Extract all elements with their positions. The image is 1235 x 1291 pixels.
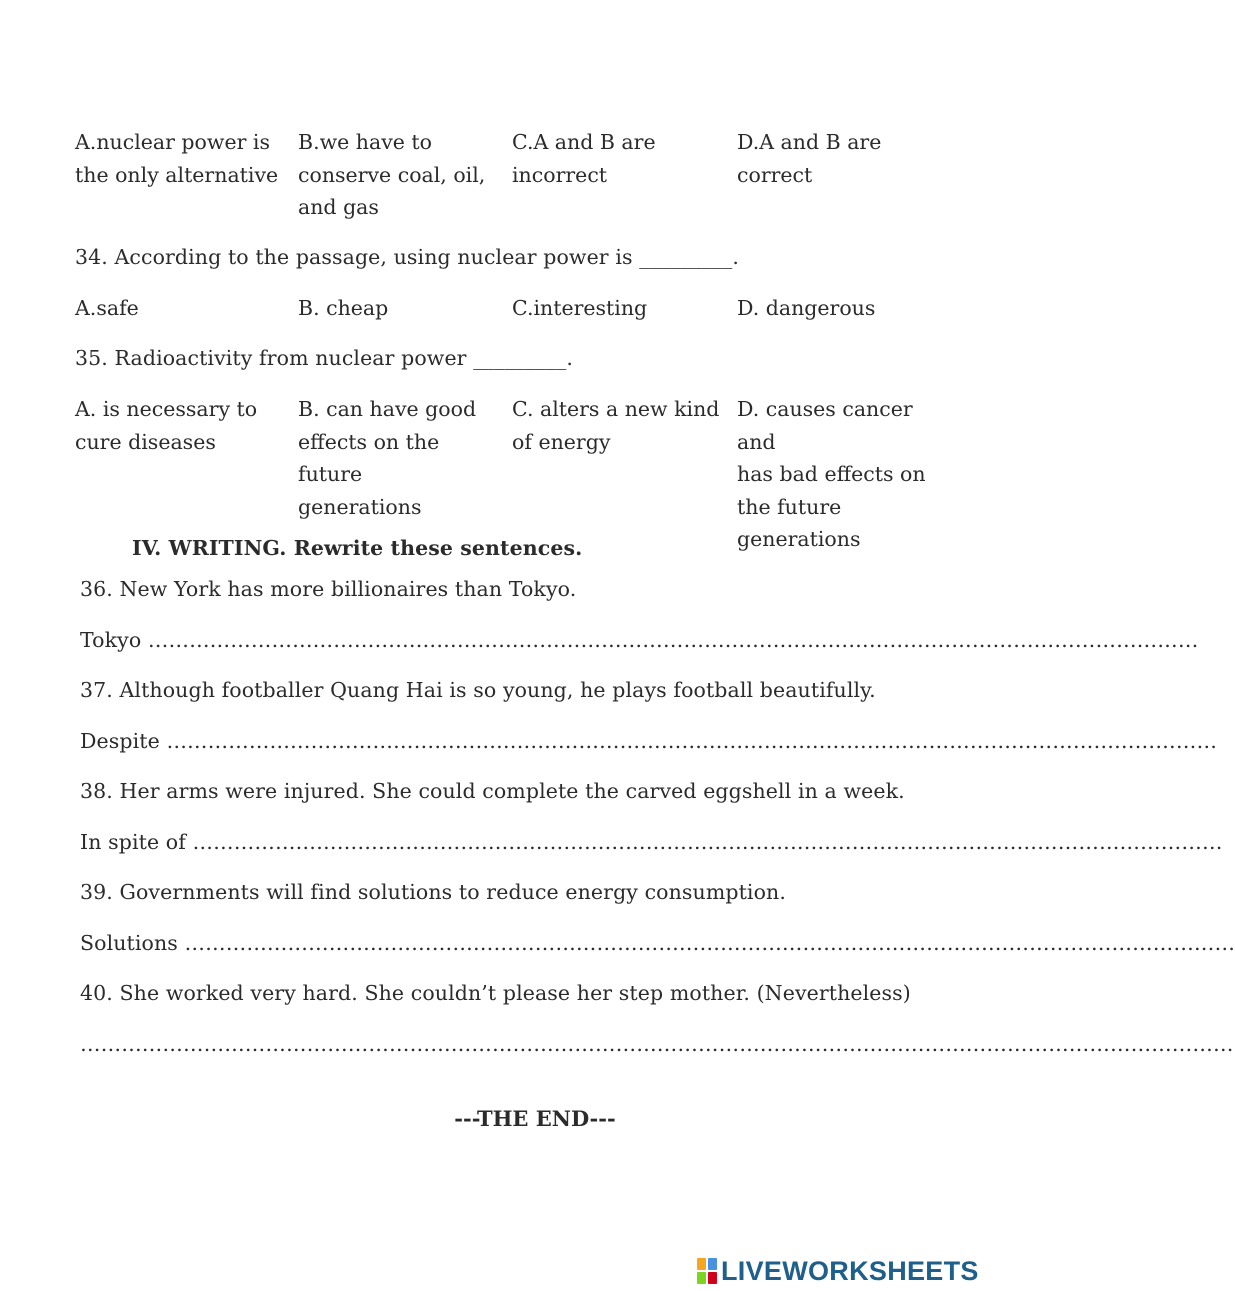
q38-answer-line[interactable]: In spite of …………………………………………………………………………………………………………………………………… [80, 830, 1223, 854]
q35-option-a: A. is necessary to cure diseases [75, 397, 258, 454]
q40-answer-line[interactable]: …………………………………………………………………………………………………………………………………………………… [80, 1032, 1234, 1056]
q37-question: 37. Although footballer Quang Hai is so young, he plays football beautifully. [80, 678, 876, 702]
q35-option-b: B. can have good effects on the future generations [298, 397, 477, 519]
q37-answer-line[interactable]: Despite ……………………………………………………………………………………………………………………………………… [80, 729, 1218, 753]
q40-question: 40. She worked very hard. She couldn’t please her step mother. (Nevertheless) [80, 981, 911, 1005]
q34-question: 34. According to the passage, using nuclear power is _________. [75, 245, 739, 269]
q35-option-c: C. alters a new kind of energy [512, 397, 720, 454]
q34-option-b: B. cheap [298, 296, 389, 320]
q34-option-c: C.interesting [512, 296, 648, 320]
q34-option-d: D. dangerous [737, 296, 876, 320]
the-end-marker: ---THE END--- [454, 1106, 616, 1131]
liveworksheets-wordmark: LIVEWORKSHEETS [721, 1255, 979, 1286]
q38-question: 38. Her arms were injured. She could complete the carved eggshell in a week. [80, 779, 905, 803]
q36-question: 36. New York has more billionaires than Tokyo. [80, 577, 577, 601]
q39-answer-line[interactable]: Solutions ……………………………………………………………………………………………………………………………………… [80, 931, 1235, 955]
q35-option-d: D. causes cancer and has bad effects on the future generations [737, 397, 926, 551]
q33-option-b: B.we have to conserve coal, oil, and gas [298, 130, 486, 219]
q39-question: 39. Governments will find solutions to reduce energy consumption. [80, 880, 786, 904]
q33-option-a: A.nuclear power is the only alternative [75, 130, 279, 187]
q36-answer-line[interactable]: Tokyo ……………………………………………………………………………………………………………………………………… [80, 628, 1199, 652]
q33-option-d: D.A and B are correct [737, 130, 882, 187]
liveworksheets-mark-icon [697, 1258, 717, 1284]
q33-option-c: C.A and B are incorrect [512, 130, 656, 187]
q35-question: 35. Radioactivity from nuclear power _________. [75, 346, 573, 370]
q34-option-a: A.safe [75, 296, 139, 320]
liveworksheets-logo[interactable] [697, 1254, 979, 1288]
writing-heading: IV. WRITING. Rewrite these sentences. [132, 536, 583, 560]
